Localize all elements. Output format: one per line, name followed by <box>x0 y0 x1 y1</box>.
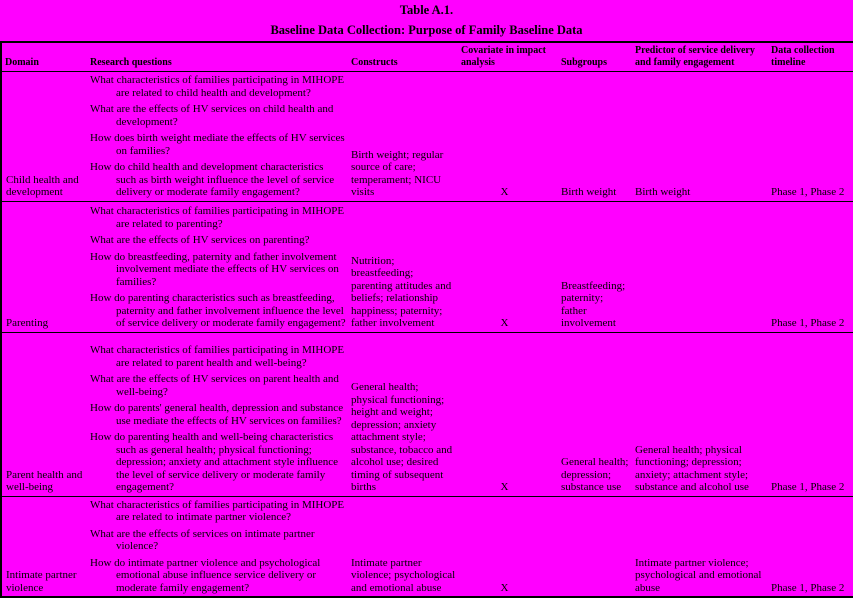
research-question: How do breastfeeding, paternity and father involvement involvement mediate the effects of HV services on families? <box>90 250 339 288</box>
research-question: What characteristics of families participating in MIHOPE are related to parent health and well-being? <box>90 344 345 369</box>
timeline-cell: Phase 1, Phase 2 <box>768 332 853 496</box>
title-block <box>0 0 853 37</box>
research-questions-cell <box>87 201 348 332</box>
research-question: How do parenting characteristics such as breastfeeding, paternity and father involvement influence the level of service delivery or moderate family engagement? <box>90 292 346 329</box>
domain-cell: Parent health and well-being <box>1 332 87 496</box>
research-question: How do parenting health and well-being characteristics such as general health; physical functioning; depression; anxiety and attachment style influence the level of service delivery or moderate family engagement? <box>90 431 339 493</box>
domain-cell: Child health and development <box>1 72 87 202</box>
table-header <box>1 42 853 72</box>
research-question: How do intimate partner violence and psychological emotional abuse influence service delivery or moderate family engagement? <box>90 556 321 594</box>
research-question: What characteristics of families participating in MIHOPE are related to intimate partner violence? <box>90 498 345 523</box>
constructs-cell: Nutrition; breastfeeding; parenting attitudes and beliefs; relationship happiness; paternity; father involvement <box>348 201 458 332</box>
table-row <box>1 332 853 496</box>
col-header-covariate: Covariate in impact analysis <box>458 42 558 72</box>
research-question: What are the effects of HV services on child health and development? <box>90 103 334 128</box>
research-question: How do child health and development characteristics such as birth weight influence the level of service delivery or moderate family engagement? <box>90 161 335 198</box>
research-question: What are the effects of HV services on parent health and well-being? <box>90 373 339 398</box>
table-row <box>1 72 853 202</box>
covariate-cell: X <box>458 72 558 202</box>
table-row <box>1 496 853 597</box>
covariate-cell: X <box>500 581 509 594</box>
col-header-domain: Domain <box>1 42 87 72</box>
table-row <box>1 201 853 332</box>
research-questions-cell <box>87 496 348 597</box>
research-question: What are the effects of services on intimate partner violence? <box>90 527 315 552</box>
research-question: What are the effects of HV services on parenting? <box>90 234 310 246</box>
research-question: What characteristics of families participating in MIHOPE are related to parenting? <box>90 205 345 230</box>
timeline-cell: Phase 1, Phase 2 <box>768 201 853 332</box>
table-subtitle: Baseline Data Collection: Purpose of Family Baseline Data <box>270 23 583 37</box>
col-header-predictor: Predictor of service delivery and family engagement <box>632 42 768 72</box>
header-row <box>1 42 853 72</box>
predictor-cell <box>632 201 768 332</box>
table-body <box>1 72 853 598</box>
timeline-cell: Phase 1, Phase 2 <box>771 581 845 594</box>
col-header-subgroups: Subgroups <box>558 42 632 72</box>
timeline-cell: Phase 1, Phase 2 <box>768 72 853 202</box>
col-header-research-questions: Research questions <box>87 42 348 72</box>
predictor-cell: Intimate partner violence; psychological and emotional abuse <box>635 556 762 594</box>
research-questions-cell <box>87 332 348 496</box>
constructs-cell: Intimate partner violence; psychological and emotional abuse <box>351 556 456 594</box>
research-question: How does birth weight mediate the effects of HV services on families? <box>90 132 345 157</box>
subgroups-cell: Breastfeeding; paternity; father involvement <box>558 201 632 332</box>
covariate-cell: X <box>458 332 558 496</box>
baseline-data-table <box>0 41 853 598</box>
subgroups-cell <box>558 496 632 597</box>
constructs-cell: Birth weight; regular source of care; temperament; NICU visits <box>348 72 458 202</box>
table-number-title: Table A.1. <box>399 3 454 17</box>
covariate-cell: X <box>458 201 558 332</box>
research-question: What characteristics of families participating in MIHOPE are related to child health and development? <box>90 74 345 99</box>
subgroups-cell: General health; depression; substance use <box>558 332 632 496</box>
constructs-cell: General health; physical functioning; height and weight; depression; anxiety attachment style; substance, tobacco and alcohol use; desired timing of subsequent births <box>348 332 458 496</box>
col-header-constructs: Constructs <box>348 42 458 72</box>
domain-cell: Intimate partner violence <box>6 569 77 594</box>
research-question: How do parents' general health, depression and substance use mediate the effects of HV services on families? <box>90 402 344 427</box>
col-header-timeline: Data collection timeline <box>768 42 853 72</box>
research-questions-cell <box>87 72 348 202</box>
domain-cell: Parenting <box>1 201 87 332</box>
predictor-cell: General health; physical functioning; depression; anxiety; attachment style; substance and alcohol use <box>632 332 768 496</box>
predictor-cell: Birth weight <box>632 72 768 202</box>
subgroups-cell: Birth weight <box>558 72 632 202</box>
